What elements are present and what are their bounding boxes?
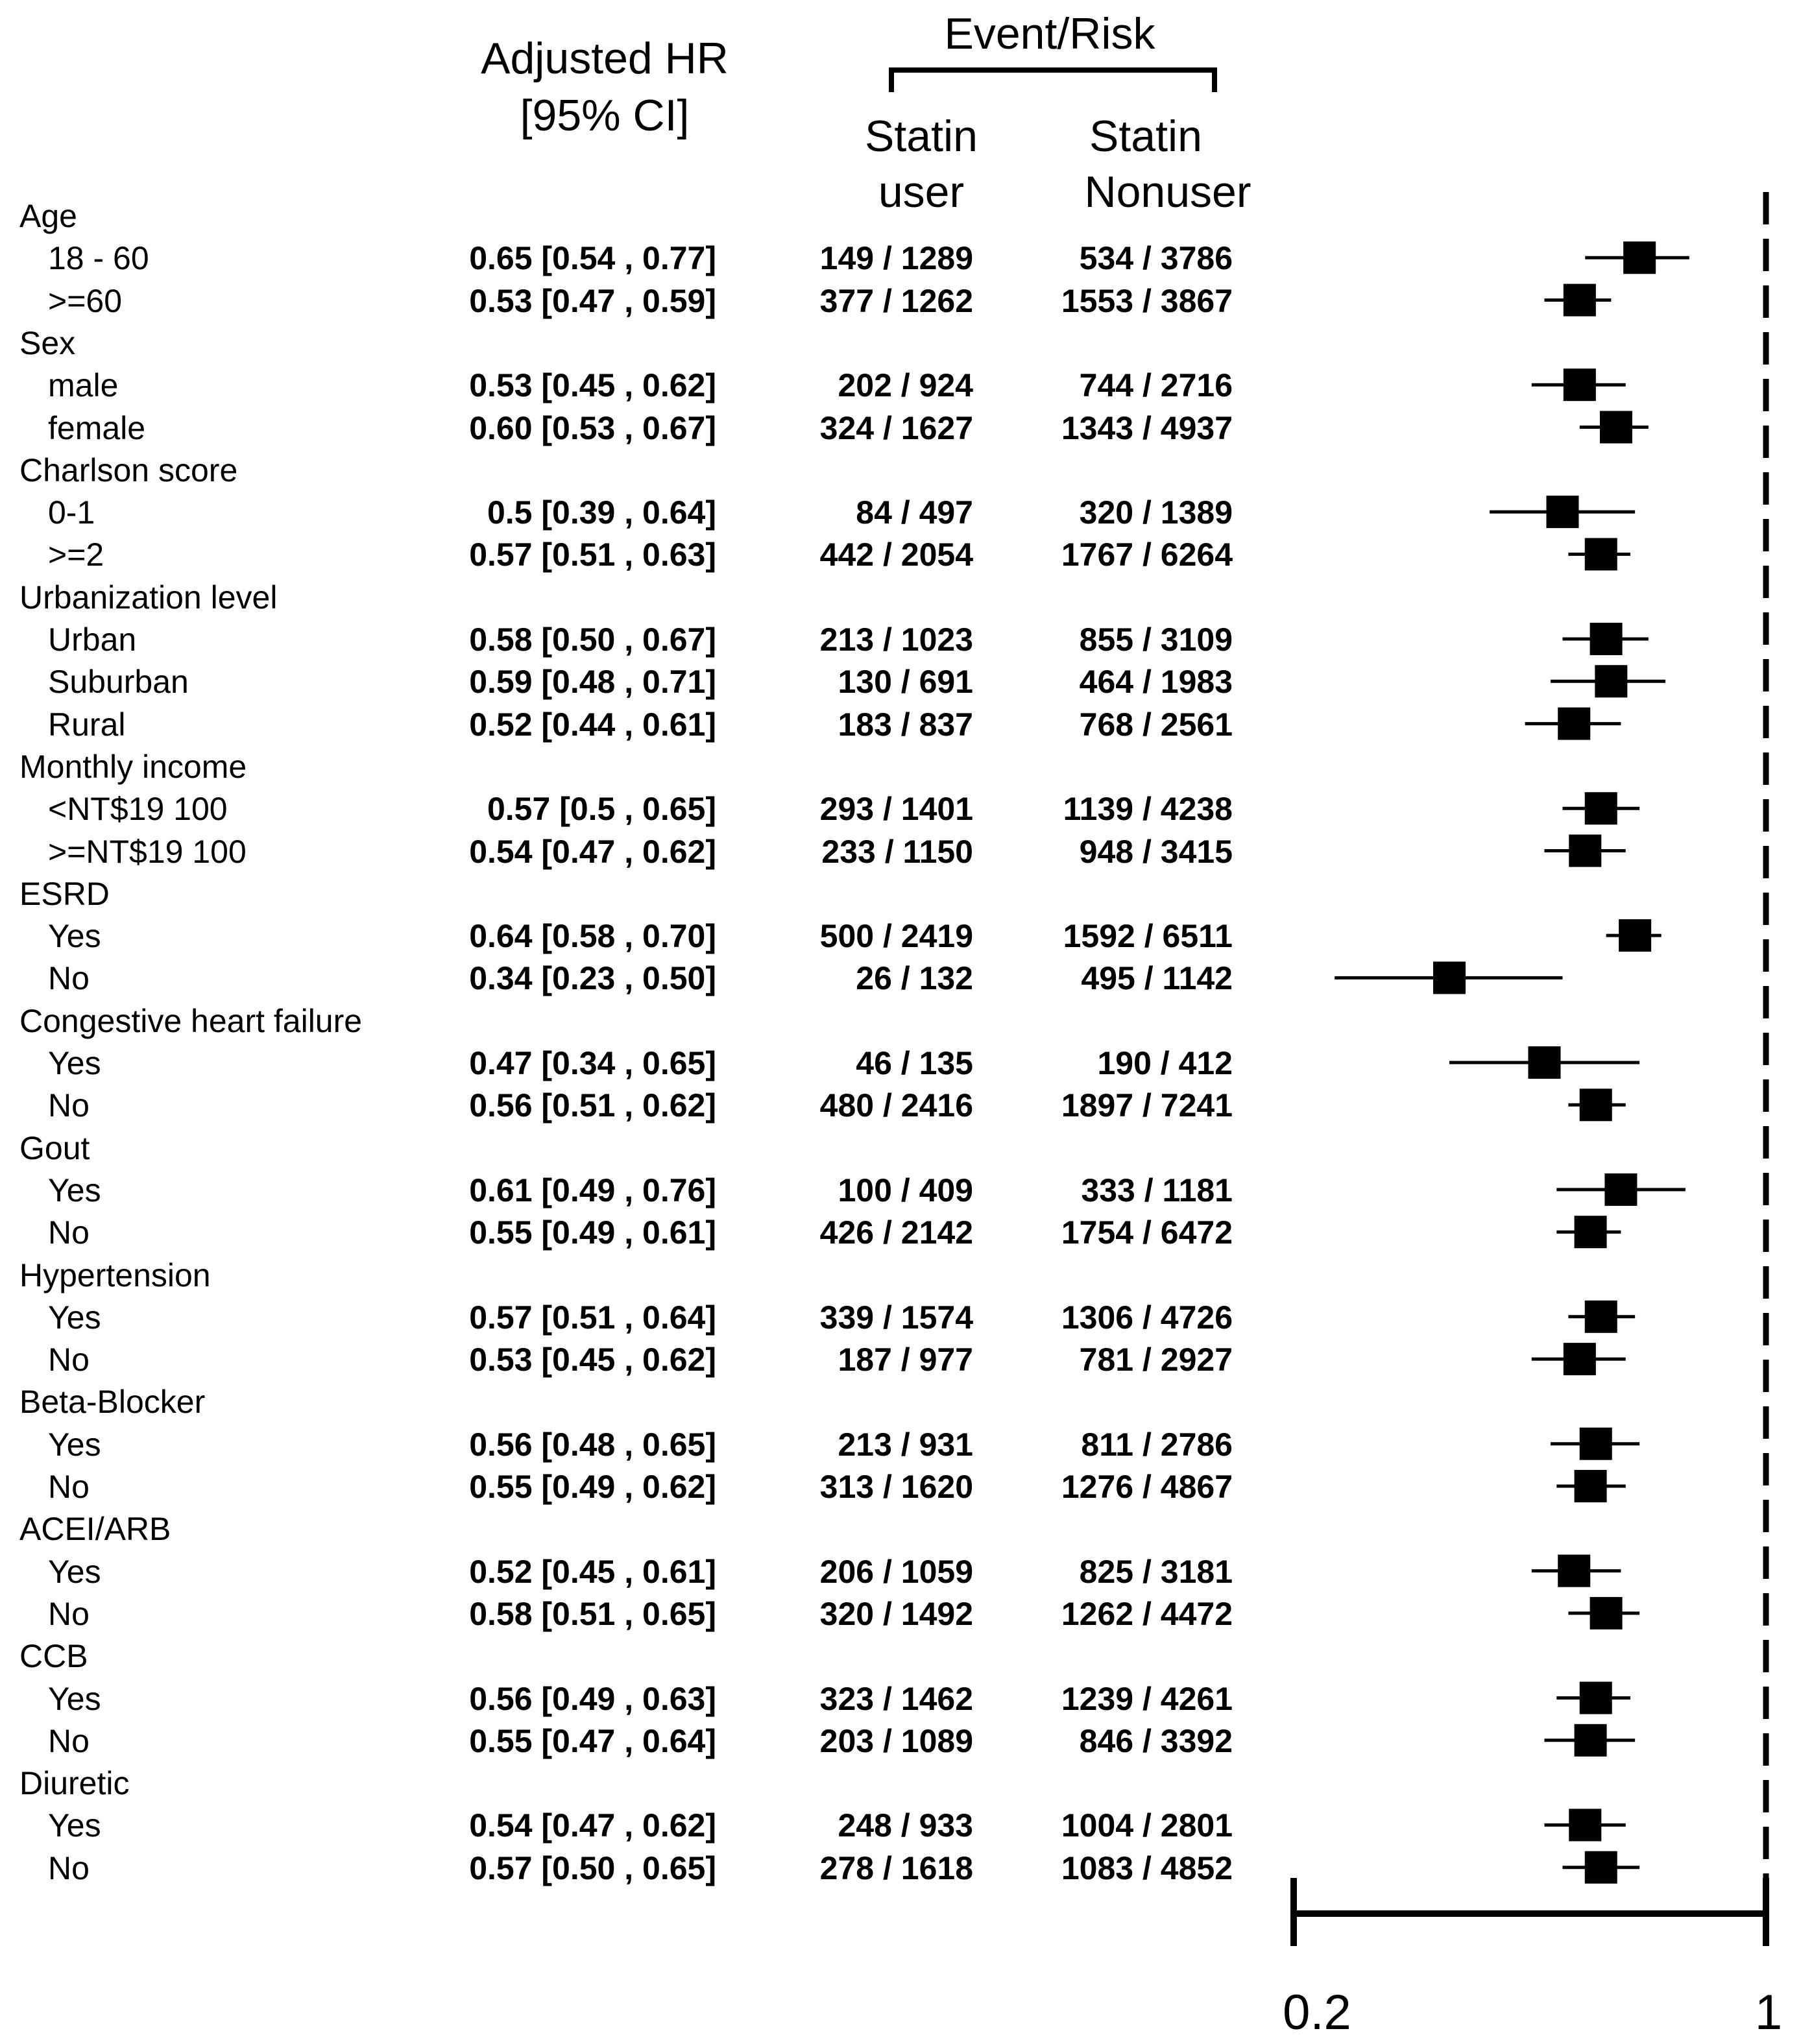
statin-user-count: 324 / 1627 — [819, 409, 973, 446]
group-label: Charlson score — [19, 451, 238, 488]
group-label: ESRD — [19, 875, 110, 912]
hr-point — [1585, 1301, 1617, 1333]
hr-point — [1585, 538, 1617, 570]
statin-user-count: 320 / 1492 — [819, 1595, 973, 1632]
hr-ci-value: 0.34 [0.23 , 0.50] — [469, 960, 716, 997]
statin-nonuser-count: 1139 / 4238 — [1063, 791, 1233, 828]
statin-user-count: 293 / 1401 — [819, 791, 973, 828]
statin-user-count: 213 / 931 — [838, 1426, 973, 1463]
hr-ci-value: 0.53 [0.47 , 0.59] — [469, 282, 716, 319]
hr-ci-value: 0.64 [0.58 , 0.70] — [469, 918, 716, 955]
hr-ci-value: 0.56 [0.48 , 0.65] — [469, 1426, 716, 1463]
group-label: Gout — [19, 1129, 90, 1166]
statin-user-count: 313 / 1620 — [819, 1469, 973, 1505]
nonuser-header-line2: Nonuser — [1084, 167, 1251, 217]
statin-nonuser-count: 1553 / 3867 — [1061, 282, 1233, 319]
hr-ci-value: 0.59 [0.48 , 0.71] — [469, 664, 716, 701]
statin-user-count: 500 / 2419 — [819, 918, 973, 955]
hr-ci-value: 0.52 [0.44 , 0.61] — [469, 706, 716, 743]
statin-nonuser-count: 1897 / 7241 — [1061, 1087, 1233, 1124]
subgroup-label: Yes — [48, 1045, 101, 1081]
hr-point — [1585, 1851, 1617, 1884]
hr-point — [1604, 1173, 1637, 1206]
statin-nonuser-count: 464 / 1983 — [1079, 664, 1233, 701]
statin-user-count: 149 / 1289 — [819, 240, 973, 277]
subgroup-label: Yes — [48, 1553, 101, 1590]
subgroup-label: No — [48, 1722, 90, 1759]
statin-nonuser-count: 1083 / 4852 — [1061, 1849, 1233, 1886]
hr-ci-value: 0.55 [0.49 , 0.61] — [469, 1214, 716, 1251]
statin-nonuser-count: 825 / 3181 — [1079, 1553, 1233, 1590]
statin-nonuser-count: 1262 / 4472 — [1061, 1595, 1233, 1632]
hr-header-line1: Adjusted HR — [481, 34, 729, 83]
user-header-line1: Statin — [865, 112, 978, 161]
hr-point — [1580, 1428, 1612, 1460]
hr-point — [1580, 1682, 1612, 1714]
statin-nonuser-count: 781 / 2927 — [1079, 1341, 1233, 1378]
hr-point — [1546, 496, 1578, 528]
statin-nonuser-count: 1276 / 4867 — [1061, 1469, 1233, 1505]
hr-point — [1575, 1216, 1607, 1248]
statin-nonuser-count: 1754 / 6472 — [1061, 1214, 1233, 1251]
hr-header-line2: [95% CI] — [520, 91, 690, 140]
statin-nonuser-count: 495 / 1142 — [1081, 960, 1233, 997]
subgroup-label: female — [48, 409, 146, 446]
statin-user-count: 183 / 837 — [838, 706, 973, 743]
statin-user-count: 233 / 1150 — [821, 833, 973, 870]
hr-point — [1569, 1809, 1601, 1841]
hr-point — [1623, 241, 1656, 274]
hr-ci-value: 0.57 [0.51 , 0.63] — [469, 536, 716, 573]
hr-ci-value: 0.57 [0.5 , 0.65] — [487, 791, 716, 828]
statin-user-count: 426 / 2142 — [819, 1214, 973, 1251]
hr-ci-value: 0.47 [0.34 , 0.65] — [469, 1045, 716, 1081]
statin-user-count: 377 / 1262 — [819, 282, 973, 319]
hr-point — [1558, 708, 1590, 740]
statin-nonuser-count: 1239 / 4261 — [1061, 1680, 1233, 1717]
statin-user-count: 206 / 1059 — [819, 1553, 973, 1590]
hr-point — [1564, 1343, 1596, 1375]
statin-user-count: 248 / 933 — [838, 1807, 973, 1844]
statin-nonuser-count: 744 / 2716 — [1079, 367, 1233, 404]
statin-user-count: 339 / 1574 — [819, 1299, 973, 1336]
subgroup-label: No — [48, 960, 90, 997]
hr-point — [1590, 1597, 1623, 1629]
hr-ci-value: 0.55 [0.49 , 0.62] — [469, 1469, 716, 1505]
hr-point — [1575, 1470, 1607, 1502]
hr-ci-value: 0.56 [0.49 , 0.63] — [469, 1680, 716, 1717]
statin-nonuser-count: 768 / 2561 — [1079, 706, 1233, 743]
subgroup-label: Suburban — [48, 664, 189, 701]
statin-nonuser-count: 1592 / 6511 — [1063, 918, 1233, 955]
subgroup-label: Yes — [48, 918, 101, 955]
statin-user-count: 26 / 132 — [856, 960, 973, 997]
subgroup-label: Yes — [48, 1299, 101, 1336]
hr-point — [1564, 284, 1596, 317]
statin-user-count: 203 / 1089 — [819, 1722, 973, 1759]
subgroup-label: >=60 — [48, 282, 123, 319]
hr-ci-value: 0.61 [0.49 , 0.76] — [469, 1172, 716, 1208]
hr-point — [1619, 919, 1651, 952]
nonuser-header-line1: Statin — [1089, 112, 1202, 161]
group-label: ACEI/ARB — [19, 1511, 171, 1548]
x-tick-label-max: 1 — [1754, 1985, 1783, 2040]
hr-point — [1569, 835, 1601, 867]
hr-ci-value: 0.55 [0.47 , 0.64] — [469, 1722, 716, 1759]
statin-nonuser-count: 811 / 2786 — [1081, 1426, 1233, 1463]
subgroup-label: No — [48, 1849, 90, 1886]
hr-ci-value: 0.58 [0.50 , 0.67] — [469, 621, 716, 658]
user-header-line2: user — [878, 167, 965, 217]
subgroup-label: Yes — [48, 1172, 101, 1208]
statin-user-count: 100 / 409 — [838, 1172, 973, 1208]
statin-user-count: 278 / 1618 — [819, 1849, 973, 1886]
statin-nonuser-count: 846 / 3392 — [1079, 1722, 1233, 1759]
subgroup-label: No — [48, 1595, 90, 1632]
group-label: Diuretic — [19, 1765, 130, 1802]
statin-nonuser-count: 190 / 412 — [1097, 1045, 1233, 1081]
x-tick-label-min: 0.2 — [1283, 1985, 1351, 2040]
hr-point — [1575, 1724, 1607, 1757]
hr-point — [1433, 961, 1466, 994]
group-label: Age — [19, 198, 77, 234]
hr-ci-value: 0.54 [0.47 , 0.62] — [469, 1807, 716, 1844]
hr-point — [1590, 623, 1623, 655]
subgroup-label: >=NT$19 100 — [48, 833, 247, 870]
subgroup-label: No — [48, 1214, 90, 1251]
group-label: Monthly income — [19, 748, 247, 785]
statin-user-count: 130 / 691 — [838, 664, 973, 701]
statin-nonuser-count: 320 / 1389 — [1079, 494, 1233, 531]
statin-user-count: 187 / 977 — [838, 1341, 973, 1378]
hr-point — [1528, 1046, 1560, 1079]
hr-ci-value: 0.52 [0.45 , 0.61] — [469, 1553, 716, 1590]
subgroup-label: Yes — [48, 1426, 101, 1463]
subgroup-label: <NT$19 100 — [48, 791, 228, 828]
group-label: CCB — [19, 1638, 88, 1675]
event-risk-header: Event/Risk — [944, 9, 1155, 58]
statin-nonuser-count: 333 / 1181 — [1081, 1172, 1233, 1208]
hr-ci-value: 0.58 [0.51 , 0.65] — [469, 1595, 716, 1632]
statin-user-count: 480 / 2416 — [819, 1087, 973, 1124]
subgroup-label: Rural — [48, 706, 126, 743]
subgroup-label: Yes — [48, 1807, 101, 1844]
statin-user-count: 323 / 1462 — [819, 1680, 973, 1717]
statin-nonuser-count: 948 / 3415 — [1079, 833, 1233, 870]
hr-ci-value: 0.5 [0.39 , 0.64] — [487, 494, 716, 531]
statin-nonuser-count: 1306 / 4726 — [1061, 1299, 1233, 1336]
hr-ci-value: 0.53 [0.45 , 0.62] — [469, 367, 716, 404]
hr-point — [1585, 792, 1617, 824]
subgroup-label: >=2 — [48, 536, 104, 573]
subgroup-label: 18 - 60 — [48, 240, 149, 277]
subgroup-label: No — [48, 1341, 90, 1378]
statin-nonuser-count: 855 / 3109 — [1079, 621, 1233, 658]
statin-user-count: 213 / 1023 — [819, 621, 973, 658]
subgroup-label: No — [48, 1087, 90, 1124]
statin-nonuser-count: 534 / 3786 — [1079, 240, 1233, 277]
group-label: Urbanization level — [19, 579, 278, 616]
hr-ci-value: 0.56 [0.51 , 0.62] — [469, 1087, 716, 1124]
hr-ci-value: 0.60 [0.53 , 0.67] — [469, 409, 716, 446]
hr-point — [1595, 665, 1627, 697]
hr-ci-value: 0.57 [0.50 , 0.65] — [469, 1849, 716, 1886]
hr-point — [1600, 411, 1632, 444]
statin-user-count: 46 / 135 — [856, 1045, 973, 1081]
statin-user-count: 84 / 497 — [856, 494, 973, 531]
subgroup-label: No — [48, 1469, 90, 1505]
hr-ci-value: 0.54 [0.47 , 0.62] — [469, 833, 716, 870]
group-label: Sex — [19, 324, 76, 361]
statin-nonuser-count: 1343 / 4937 — [1061, 409, 1233, 446]
statin-nonuser-count: 1767 / 6264 — [1061, 536, 1233, 573]
subgroup-label: Urban — [48, 621, 137, 658]
hr-ci-value: 0.57 [0.51 , 0.64] — [469, 1299, 716, 1336]
group-label: Beta-Blocker — [19, 1384, 206, 1421]
subgroup-label: 0-1 — [48, 494, 95, 531]
subgroup-label: Yes — [48, 1680, 101, 1717]
group-label: Congestive heart failure — [19, 1002, 363, 1039]
statin-user-count: 442 / 2054 — [819, 536, 973, 573]
statin-nonuser-count: 1004 / 2801 — [1061, 1807, 1233, 1844]
hr-ci-value: 0.53 [0.45 , 0.62] — [469, 1341, 716, 1378]
hr-point — [1558, 1555, 1590, 1587]
hr-point — [1580, 1088, 1612, 1121]
hr-ci-value: 0.65 [0.54 , 0.77] — [469, 240, 716, 277]
subgroup-label: male — [48, 367, 119, 404]
statin-user-count: 202 / 924 — [838, 367, 973, 404]
hr-point — [1564, 368, 1596, 401]
group-label: Hypertension — [19, 1256, 211, 1293]
